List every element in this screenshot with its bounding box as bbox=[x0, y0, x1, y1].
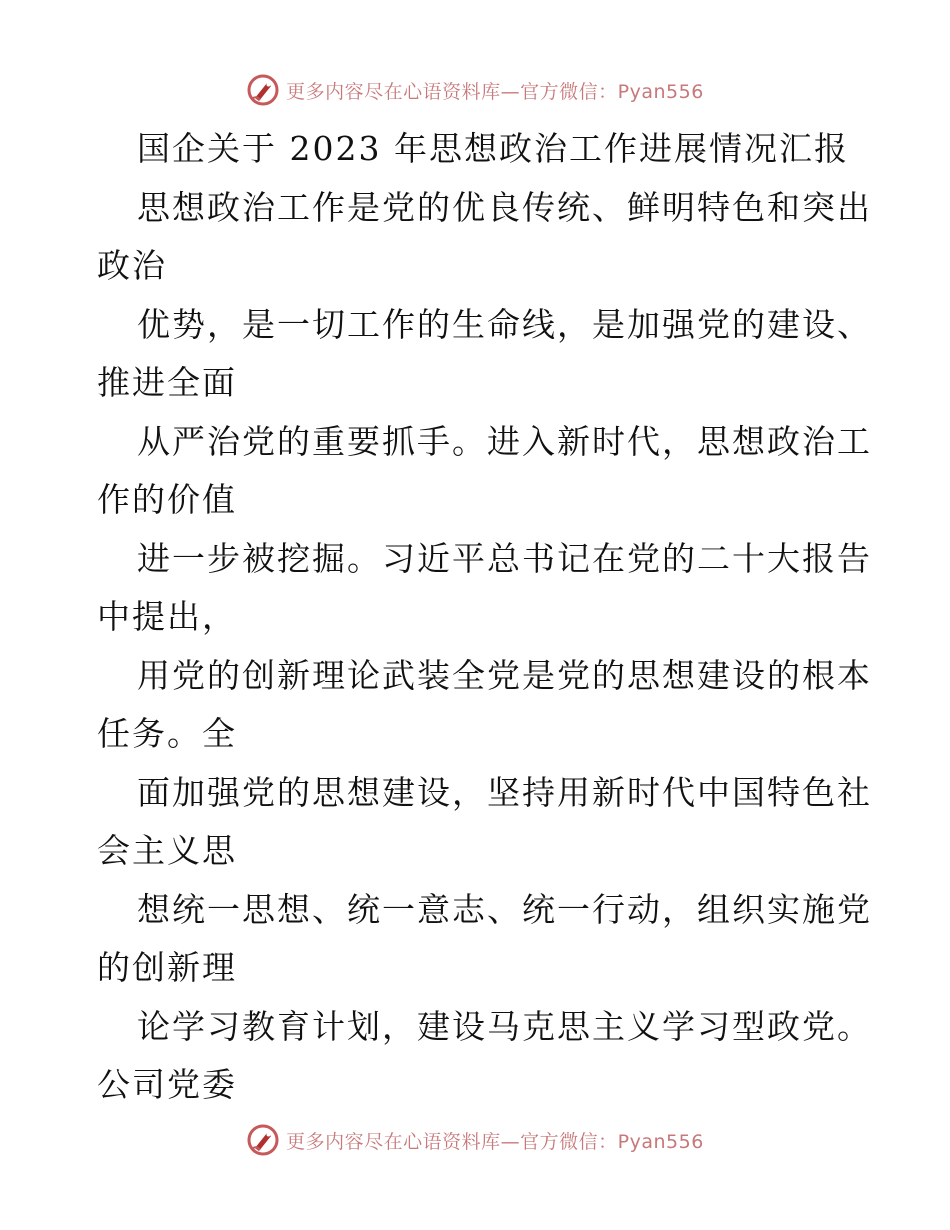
paragraph-line: 会主义思 bbox=[97, 831, 237, 870]
paragraph-line: 政治 bbox=[97, 246, 167, 285]
paragraph-line: 的创新理 bbox=[97, 948, 237, 987]
paragraph-line: 论学习教育计划，建设马克思主义学习型政党。 bbox=[137, 1006, 872, 1046]
paragraph-line: 用党的创新理论武装全党是党的思想建设的根本 bbox=[137, 655, 872, 695]
paragraph-line: 任务。全 bbox=[97, 714, 237, 753]
paragraph-line: 中提出， bbox=[97, 597, 237, 636]
paragraph-line: 想统一思想、统一意志、统一行动，组织实施党 bbox=[137, 889, 872, 929]
paragraph-line: 面加强党的思想建设，坚持用新时代中国特色社 bbox=[137, 772, 872, 812]
paragraph-line: 公司党委 bbox=[97, 1065, 237, 1104]
paragraph-line: 作的价值 bbox=[97, 480, 237, 519]
paragraph-line: 推进全面 bbox=[97, 363, 237, 402]
document-title: 国企关于 2023 年思想政治工作进展情况汇报 bbox=[137, 129, 849, 168]
pen-nib-icon bbox=[246, 1123, 280, 1157]
footer-watermark-banner bbox=[0, 1120, 950, 1160]
paragraph-line: 思想政治工作是党的优良传统、鲜明特色和突出 bbox=[137, 187, 872, 227]
paragraph-line: 进一步被挖掘。习近平总书记在党的二十大报告 bbox=[137, 538, 872, 578]
paragraph-line: 优势，是一切工作的生命线，是加强党的建设、 bbox=[137, 304, 872, 344]
header-watermark-banner bbox=[0, 70, 950, 110]
paragraph-line: 从严治党的重要抓手。进入新时代，思想政治工 bbox=[137, 421, 872, 461]
footer-banner-text: 更多内容尽在心语资料库—官方微信：Pyan556 bbox=[286, 1130, 704, 1153]
document-body bbox=[97, 120, 872, 1115]
pen-nib-icon bbox=[246, 73, 280, 107]
header-banner-text: 更多内容尽在心语资料库—官方微信：Pyan556 bbox=[286, 80, 704, 103]
